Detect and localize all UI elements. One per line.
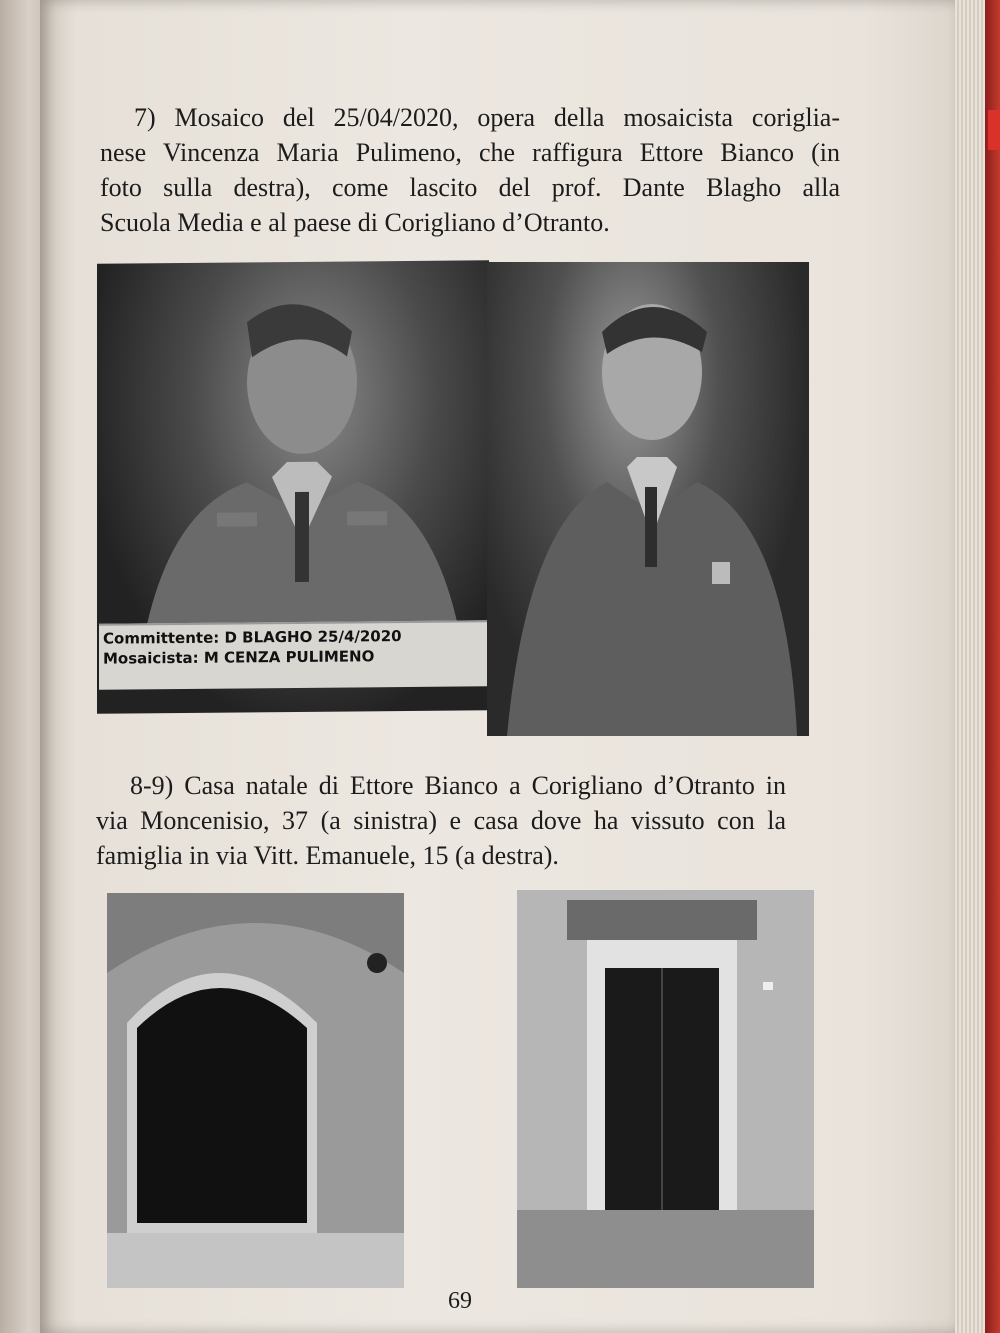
plaque-committente-line: Committente: D BLAGHO 25/4/2020 <box>103 627 402 648</box>
page-stack-edge <box>955 0 985 1333</box>
caption-line: foto sulla destra), come lascito del prof. Dante Blagho alla <box>100 173 840 202</box>
caption-houses <box>96 768 786 873</box>
plaque-mosaicista-line: Mosaicista: M CENZA PULIMENO <box>103 647 375 668</box>
framed-door-drawing <box>517 890 814 1288</box>
birth-house-photo <box>107 893 404 1288</box>
portrait-photo <box>487 262 809 736</box>
portrait-drawing <box>487 262 809 736</box>
mosaic-photo <box>97 260 489 713</box>
caption-line: 7) Mosaico del 25/04/2020, opera della mosaicista coriglia- <box>134 103 840 132</box>
page-number: 69 <box>448 1288 472 1314</box>
caption-line: via Moncenisio, 37 (a sinistra) e casa dove ha vissuto con la <box>96 806 786 835</box>
arched-doorway-drawing <box>107 893 404 1288</box>
mosaic-plaque <box>99 620 487 689</box>
book-cover-edge <box>985 0 1000 1333</box>
caption-line: Scuola Media e al paese di Corigliano d’Otranto. <box>100 208 610 237</box>
caption-line: nese Vincenza Maria Pulimeno, che raffigura Ettore Bianco (in <box>100 138 840 167</box>
family-house-photo <box>517 890 814 1288</box>
caption-line: 8-9) Casa natale di Ettore Bianco a Corigliano d’Otranto in <box>130 771 786 800</box>
caption-line: famiglia in via Vitt. Emanuele, 15 (a destra). <box>96 841 559 870</box>
caption-mosaic <box>100 100 840 240</box>
bookmark-tab <box>988 110 1000 150</box>
